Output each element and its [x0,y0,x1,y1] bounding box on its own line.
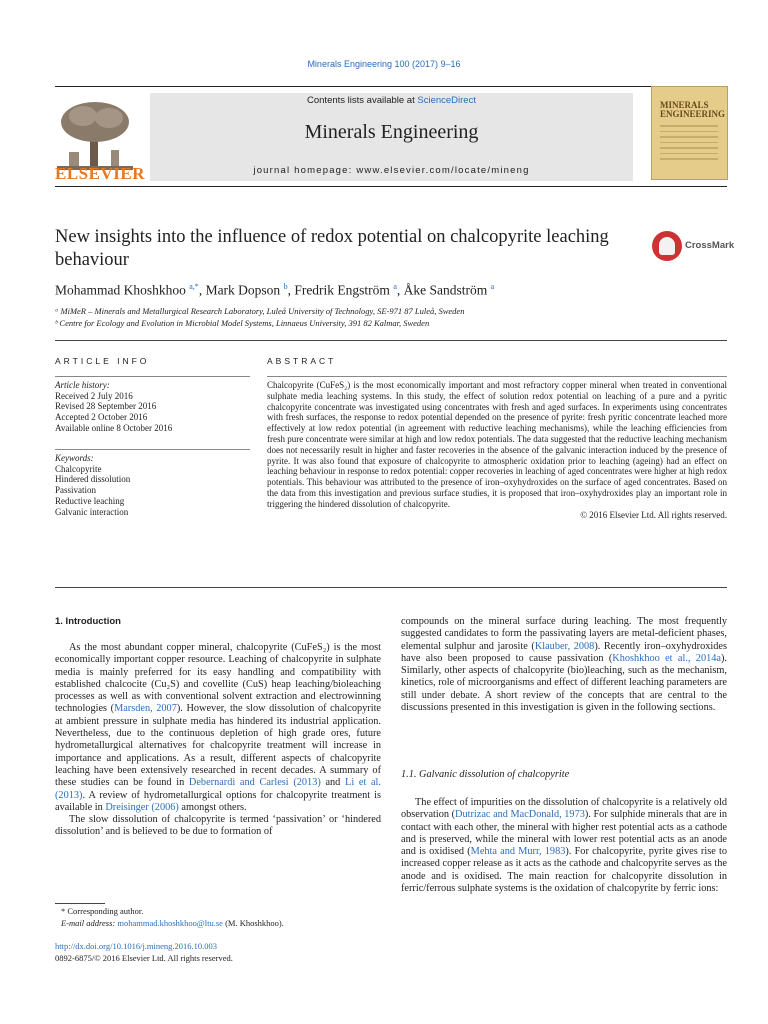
article-title: New insights into the influence of redox potential on chalcopyrite leaching behaviour [55,227,609,270]
text-run: ). Similarly, other aspects of chalcopyrite (bio)leaching, such as the mechanism, kinetics, role of microorganisms and effect of different leaching parameters are still under debate. A short review of the concepts that are central to the discussions presented in this investigation is given in the following sections. [401,652,727,714]
crossmark-label[interactable]: CrossMark [685,240,735,251]
keyword: Hindered dissolution [55,474,131,485]
email-suffix: (M. Khoshkhoo). [222,917,284,928]
crossmark-icon[interactable] [652,231,682,261]
elsevier-wordmark: ELSEVIER [55,164,145,183]
reference-link[interactable]: Marsden, 2007 [114,703,177,715]
abstract-heading: ABSTRACT [267,356,337,366]
body-paragraph [401,616,727,714]
article-info-heading: ARTICLE INFO [55,356,150,366]
affiliation-b: ᵇ Centre for Ecology and Evolution in Microbial Model Systems, Linnaeus University, 391 82 Kalmar, Sweden [55,318,430,328]
reference-link[interactable]: Khoshkhoo et al., 2014a [612,652,721,664]
keywords-label: Keywords: [55,453,94,463]
abstract-block [267,376,727,520]
author-name: Åke Sandström [403,282,488,298]
subsection-heading-galvanic: 1.1. Galvanic dissolution of chalcopyrite [401,769,570,780]
text-run: . A review of hydrometallurgical options for chalcopyrite treatment is available in [55,789,381,813]
article-identifiers [55,941,385,964]
keyword: Chalcopyrite [55,463,102,474]
footnote-rule [55,903,105,904]
reference-link[interactable]: Debernardi and Carlesi (2013) [188,777,321,789]
header-rule [55,86,727,87]
body-paragraph: The slow dissolution of chalcopyrite is termed ‘passivation’ or ‘hindered dissolution’ and is believed to be due to formation of [55,814,381,838]
text-run: ). For sulphide minerals that are in contact with each other, the mineral with higher rest potential acts as a cathode and is preserved, while the mineral with lower rest potential acts as an anode and is oxidised ( [401,809,728,858]
journal-citation[interactable]: Minerals Engineering 100 (2017) 9–16 [307,59,461,69]
body-paragraph [401,797,727,895]
author-list: Mohammad Khoshkhoo $^{a,*}$, Mark Dopson $^b$, Fredrik Engström $^a$, Åke Sandström $^a$ [55,282,495,298]
author-affil-marker[interactable]: a,* [189,282,199,291]
text-run: amongst others. [178,801,247,813]
sciencedirect-link[interactable]: ScienceDirect [417,95,476,106]
history-revised: Revised 28 September 2016 [55,401,157,412]
body-left-column [55,642,381,839]
body-rule [55,587,727,588]
corresponding-author-note: * Corresponding author. [61,906,144,916]
author-affil-marker[interactable]: a [393,282,397,291]
text-run: ). For chalcopyrite, pyrite gives rise to increased copper release as it acts as the cathode and chalcopyrite serves as the anode and is oxidised. The main reaction for chalcopyrite dissolution in ferric/ferrous sulphate systems is the oxidation of chalcopyrite by ferric ions: [401,846,727,895]
author-name: Mark Dopson [205,282,281,298]
abstract-copyright: © 2016 Elsevier Ltd. All rights reserved. [580,509,727,520]
section-rule [55,340,727,341]
section-heading-introduction: 1. Introduction [55,616,121,627]
text-run: ). However, the slow dissolution of chalcopyrite at ambient pressure in sulphate media has hindered its industrial application. Nevertheless, due to the continuous depletion of high grade ores, future hydrometallurgical alternatives for chalcopyrite treatment will increase in importance and applications. As a result, different aspects of chalcopyrite leaching have been extensively researched in recent decades. A summary of these studies can be found in [55,703,381,789]
history-online: Available online 8 October 2016 [55,422,173,433]
issn-copyright: 0892-6875/© 2016 Elsevier Ltd. All rights reserved. [55,952,233,963]
journal-name: Minerals Engineering [304,121,479,143]
cover-title: MINERALS ENGINEERING [660,100,726,119]
author-affil-marker[interactable]: b [283,282,288,291]
email-label: E-mail address: [61,917,118,928]
journal-homepage[interactable]: journal homepage: www.elsevier.com/locate/mineng [253,165,530,176]
history-label: Article history: [55,380,110,390]
article-history [55,376,250,434]
body-right-column [401,616,727,714]
reference-link[interactable]: Li et al. (2013) [55,777,381,801]
author-name: Fredrik Engström [294,282,390,298]
text-run: compounds on the mineral surface during leaching. The most frequently suggested candidates to form the passivating layers are metal-deficient phases, elemental sulphur and jarosite ( [401,616,727,652]
author-name: Mohammad Khoshkhoo [55,282,186,298]
text-run: and [320,777,346,789]
journal-masthead [150,93,633,181]
cover-decoration [660,125,718,164]
body-right-column-lower [401,797,727,895]
reference-link[interactable]: Mehta and Murr, 1983 [470,846,566,858]
keyword: Reductive leaching [55,495,125,506]
masthead-rule [55,186,727,187]
history-accepted: Accepted 2 October 2016 [55,412,148,423]
reference-link[interactable]: Klauber, 2008 [534,640,595,652]
contents-prefix: Contents lists available at [307,95,418,106]
affiliation-a: ᵃ MiMeR – Minerals and Metallurgical Research Laboratory, Luleå University of Technology, SE-971 87 Luleå, Sweden [55,306,465,316]
contents-line [150,95,633,106]
keywords-block [55,449,250,517]
author-affil-marker[interactable]: a [490,282,495,291]
text-run: As the most abundant copper mineral, chalcopyrite (CuFeS₂) is the most economically important copper resource. Leaching of chalcopyrite in sulphate media is mainly preferred for its easy handling and compatibility with established chalcocite (Cu₂S) and covellite (CuS) heap leaching/bioleaching processes as well as with conventional solvent extraction and electrowinning technologies ( [55,642,381,715]
text-run: ). Recently iron–oxyhydroxides have also been proposed to cause passivation ( [401,640,727,664]
email-link[interactable]: mohammad.khoshkhoo@ltu.se [117,917,223,928]
body-paragraph [55,642,381,814]
keyword: Passivation [55,485,97,496]
text-run: The effect of impurities on the dissolution of chalcopyrite is a relatively old observation ( [401,797,727,821]
abstract-text: Chalcopyrite (CuFeS₂) is the most economically important and most refractory copper mineral when treated in conventional sulphate media leaching systems. In this study, the effect of solution redox potential on leaching of a pure and a pyritic chalcopyrite concentrate was investigated using concentrates with fresh and aged surfaces. In experiments using concentrates with fresh surfaces, the response to redox potential depended on the presence of pyrite: fresh pyritic concentrate leached more effectively at low redox potential (in agreement with reductive leaching mechanisms), while the leaching efficiencies from fresh pure concentrate were similar at high and low redox potentials. The data suggested that the reductive leaching mechanism does not necessarily result in higher and faster recoveries in the absence of the galvanic interaction induced by the presence of pyrite. It was also found that exposure of chalcopyrite to atmospheric oxidation prior to leaching (ageing) had an effect on leaching behaviour in response to redox potential: copper recoveries in leaching of aged concentrates were higher at high redox potentials. This behaviour was attributed to the presence of iron–oxyhydroxides on the surface of aged concentrates. Based on the data from this investigation and previous surface studies, it is proposed that iron–oxyhydroxides play an important role in triggering the hindered dissolution of chalcopyrite. [267,380,727,509]
history-received: Received 2 July 2016 [55,390,133,401]
doi-link[interactable]: http://dx.doi.org/10.1016/j.mineng.2016.10.003 [55,941,218,951]
keyword: Galvanic interaction [55,506,129,517]
reference-link[interactable]: Dreisinger (2006) [105,801,179,813]
journal-cover-thumbnail [651,86,728,180]
reference-link[interactable]: Dutrizac and MacDonald, 1973 [455,809,585,821]
footnote-block [55,906,385,929]
